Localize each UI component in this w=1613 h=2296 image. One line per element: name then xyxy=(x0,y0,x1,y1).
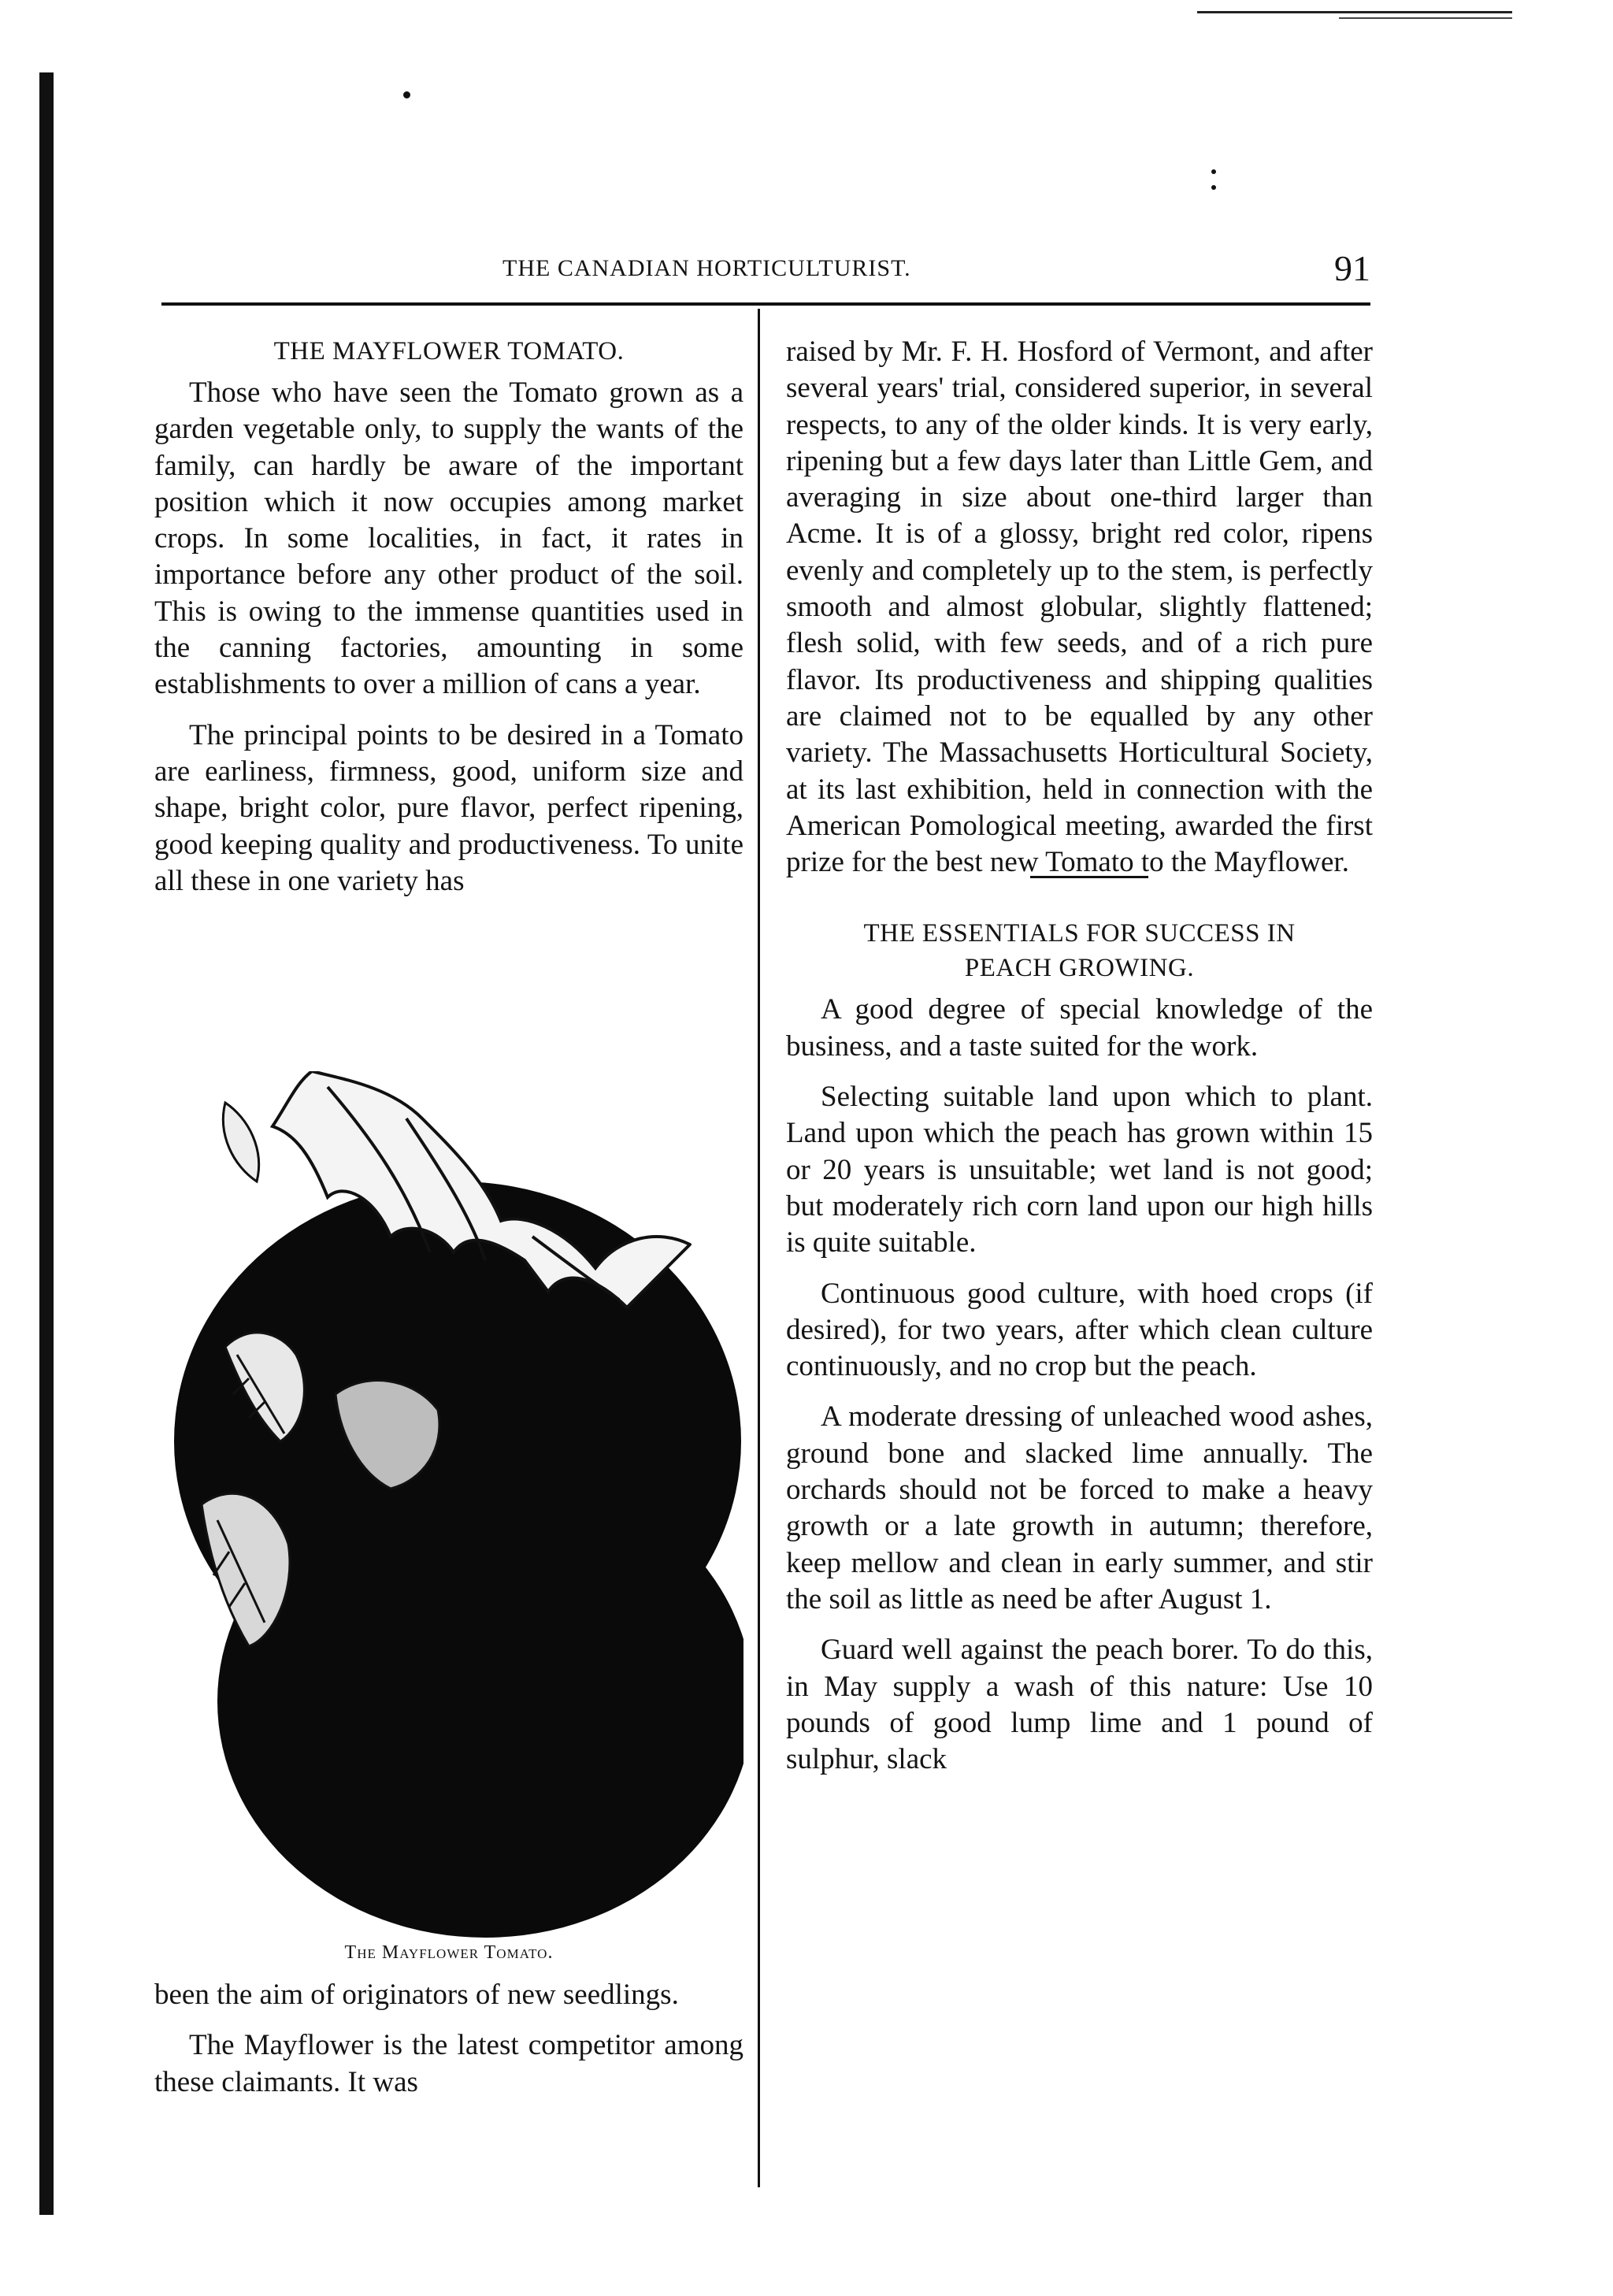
heading-line: PEACH GROWING. xyxy=(964,954,1195,983)
paragraph: The Mayflower is the latest competitor among these claimants. It was xyxy=(154,2029,743,2098)
ink-speck xyxy=(403,91,410,98)
article-heading xyxy=(786,916,1373,985)
top-edge-mark xyxy=(1197,11,1512,13)
column-divider xyxy=(758,309,760,2187)
paragraph: Continuous good culture, with hoed crops (if desired), for two years, after which clean culture continuously, and no crop but the peach. xyxy=(786,1277,1373,1383)
ink-speck xyxy=(1211,185,1216,190)
page-number: 91 xyxy=(1334,248,1370,288)
tomato-illustration xyxy=(154,1071,743,1953)
journal-title: THE CANADIAN HORTICULTURIST. xyxy=(502,255,911,281)
left-column-bottom xyxy=(154,1977,743,2101)
ink-speck xyxy=(1211,169,1216,174)
left-column-top xyxy=(154,334,743,899)
heading-line: THE ESSENTIALS FOR SUCCESS IN xyxy=(863,919,1296,948)
paragraph: Those who have seen the Tomato grown as a garden vegetable only, to supply the wants of the family, can hardly be aware of the important position which it now occupies among market crops. In some localities, in fact, it rates in importance before any other product of the soil. This is owing to the immense quantities used in the canning factories, amounting in some establishments to over a million of cans a year. xyxy=(154,376,743,701)
page-edge-shadow xyxy=(39,72,54,2215)
header-rule xyxy=(161,302,1370,306)
paragraph: Selecting suitable land upon which to plant. Land upon which the peach has grown within 15 or 20 years is unsuitable; wet land is not good; but moderately rich corn land upon our high hills is quite suitable. xyxy=(786,1081,1373,1259)
figure-caption: The Mayflower Tomato. xyxy=(344,1942,554,1963)
running-header xyxy=(161,250,1370,298)
paragraph: raised by Mr. F. H. Hosford of Vermont, and after several years' trial, considered superior, in several respects, to any of the older kinds. It is very early, ripening but a few days later than Little Gem, and averaging in size about one-third larger than Acme. It is of a glossy, bright red color, ripens evenly and completely up to the stem, is perfectly smooth and almost globular, slightly flattened; flesh solid, with few seeds, and of a rich pure flavor. Its productiveness and shipping qualities are claimed not to be equalled by any other variety. The Massachusetts Horticultural Society, at its last exhibition, held in connection with the American Pomological meeting, awarded the first prize for the best new Tomato to the Mayflower. xyxy=(786,336,1373,879)
article-heading: THE MAYFLOWER TOMATO. xyxy=(273,337,625,365)
paragraph: been the aim of originators of new seedlings. xyxy=(154,1979,679,2011)
paragraph: The principal points to be desired in a Tomato are earliness, firmness, good, uniform size and shape, bright color, pure flavor, perfect ripening, good keeping quality and productiveness. To unite all these in one variety has xyxy=(154,718,743,897)
paragraph: A good degree of special knowledge of the business, and a taste suited for the work. xyxy=(786,993,1373,1063)
paragraph: A moderate dressing of unleached wood ashes, ground bone and slacked lime annually. The orchards should not be forced to make a heavy growth or a late growth in autumn; therefore, keep mellow and clean in early summer, and stir the soil as little as need be after August 1. xyxy=(786,1400,1373,1615)
right-column xyxy=(786,334,1373,1778)
paragraph: Guard well against the peach borer. To do this, in May supply a wash of this nature: Use 10 pounds of good lump lime and 1 pound of sulphur, slack xyxy=(786,1634,1373,1776)
tomato-engraving xyxy=(154,1071,743,1953)
top-edge-mark xyxy=(1339,17,1512,19)
